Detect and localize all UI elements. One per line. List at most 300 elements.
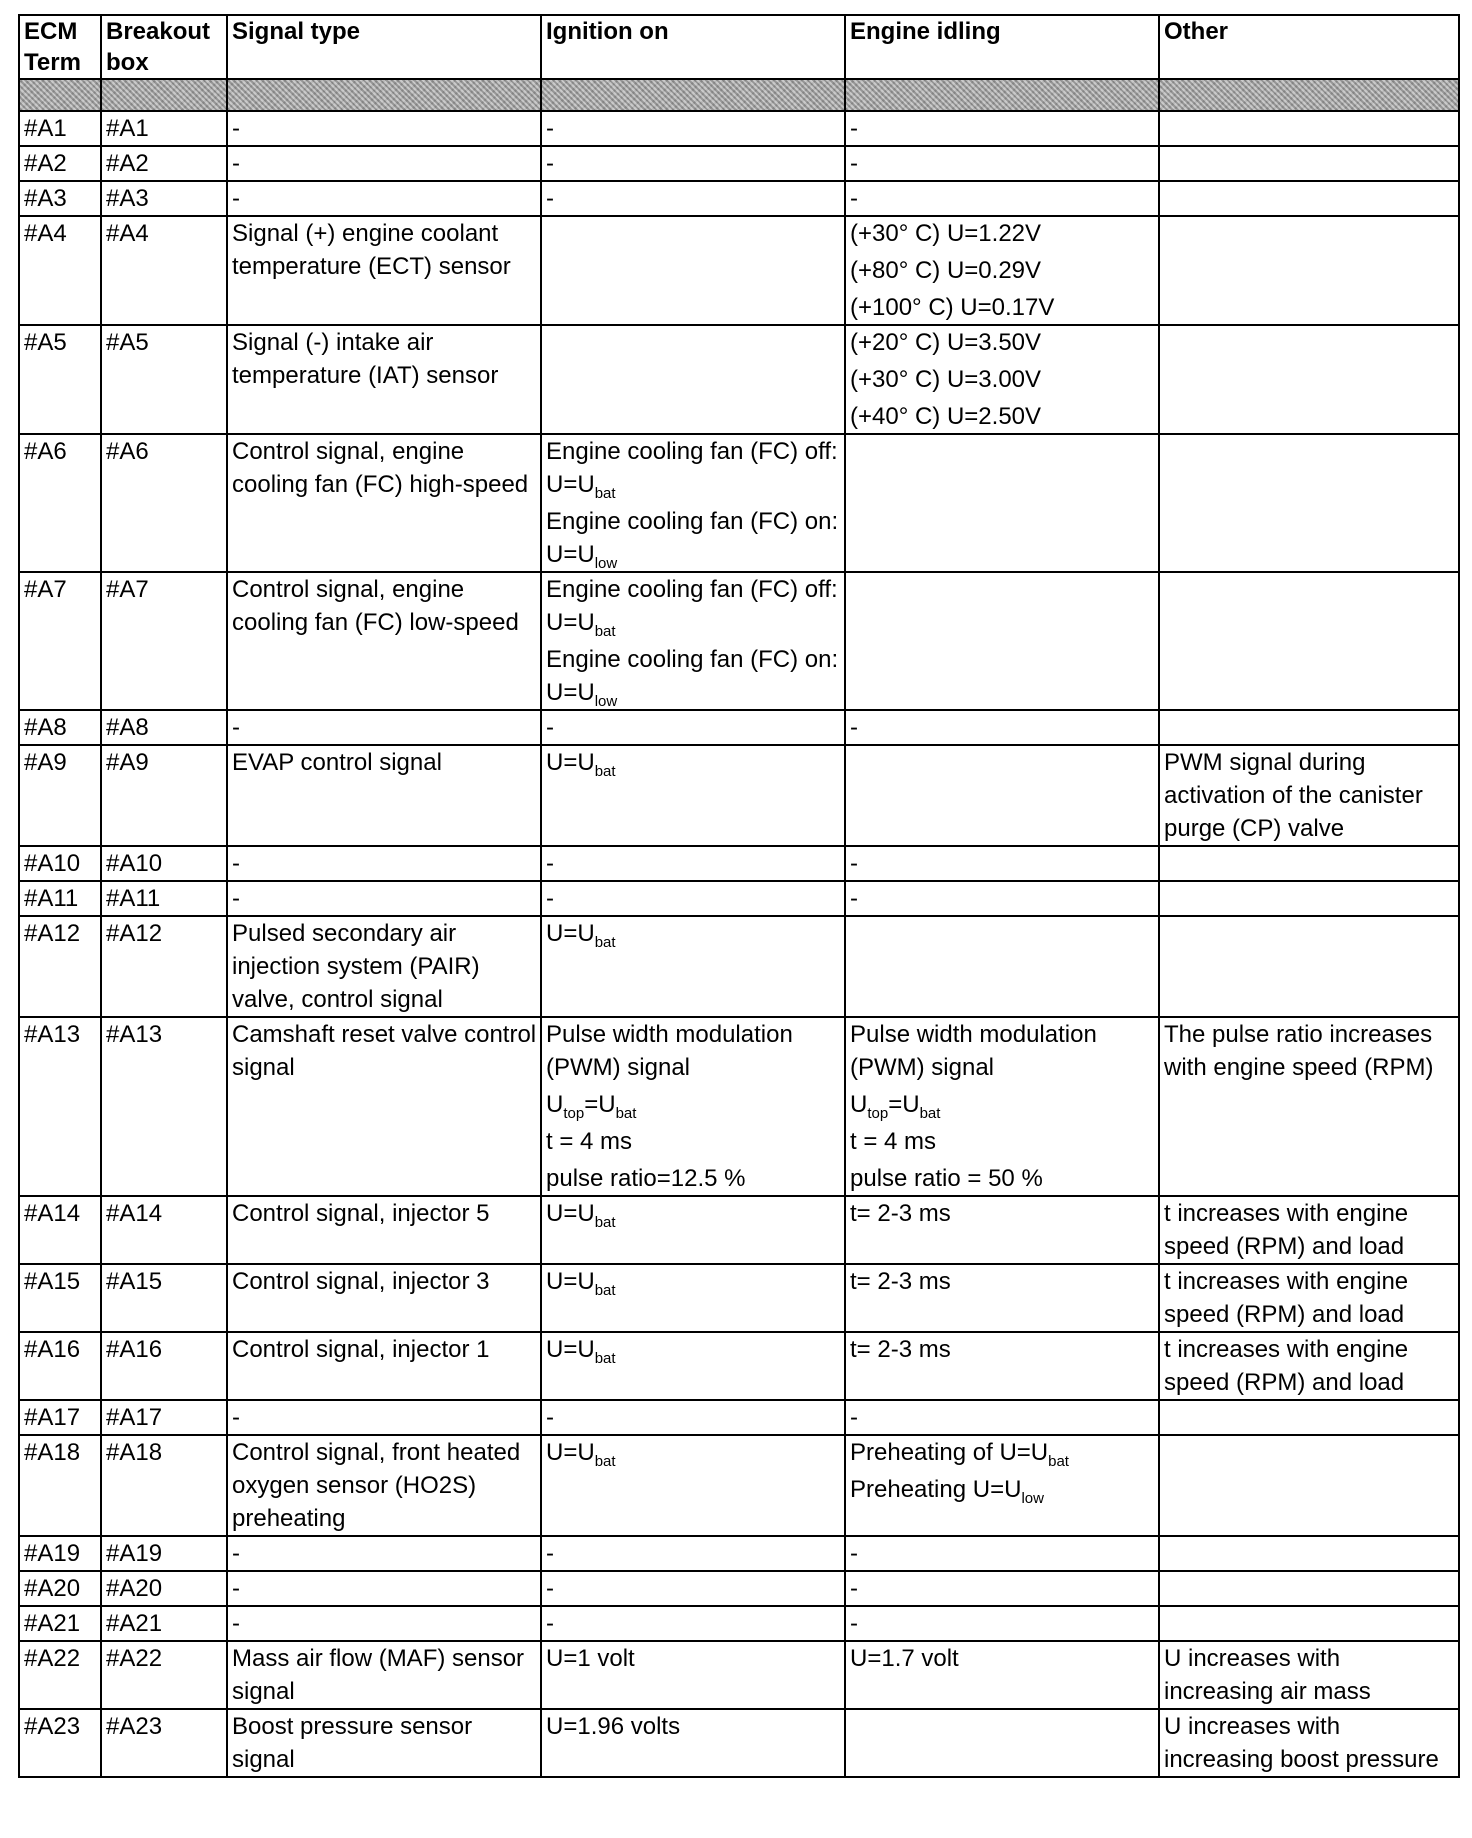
cell-ecm-term: #A9	[19, 745, 101, 846]
cell-signal-type	[227, 181, 541, 216]
subscript-text: bat	[594, 1350, 616, 1367]
cell-other	[1159, 710, 1459, 745]
table-row	[19, 745, 1459, 846]
cell-signal-type	[227, 1435, 541, 1536]
cell-breakout-box: #A18	[101, 1435, 227, 1536]
cell-signal-type	[227, 1641, 541, 1709]
cell-breakout-box: #A23	[101, 1709, 227, 1777]
cell-text: (+100° C) U=0.17V	[850, 294, 1055, 321]
cell-paragraph	[232, 112, 537, 145]
cell-paragraph	[1164, 746, 1455, 845]
cell-text: -	[546, 1610, 554, 1637]
table-row	[19, 216, 1459, 325]
cell-paragraph	[850, 1333, 1155, 1366]
cell-paragraph	[546, 182, 841, 215]
cell-text: Control signal, injector 1	[232, 1336, 490, 1363]
cell-paragraph	[546, 147, 841, 180]
subscript-text: bat	[919, 1105, 941, 1122]
cell-paragraph	[850, 1018, 1155, 1084]
shaded-cell	[101, 79, 227, 111]
cell-breakout-box: #A8	[101, 710, 227, 745]
table-row	[19, 881, 1459, 916]
cell-text: pulse ratio=12.5 %	[546, 1165, 746, 1192]
cell-paragraph	[850, 1572, 1155, 1605]
cell-other	[1159, 434, 1459, 572]
cell-paragraph	[232, 1710, 537, 1776]
cell-paragraph	[232, 711, 537, 744]
cell-text: -	[232, 714, 240, 741]
cell-breakout-box: #A12	[101, 916, 227, 1017]
cell-ecm-term: #A11	[19, 881, 101, 916]
cell-engine-idling	[845, 1017, 1159, 1196]
cell-text: t = 4 ms	[850, 1128, 937, 1155]
cell-ecm-term: #A20	[19, 1571, 101, 1606]
cell-breakout-box: #A19	[101, 1536, 227, 1571]
cell-ecm-term: #A3	[19, 181, 101, 216]
cell-engine-idling	[845, 1264, 1159, 1332]
cell-engine-idling	[845, 1606, 1159, 1641]
cell-text: -	[546, 850, 554, 877]
cell-paragraph	[232, 1436, 537, 1535]
cell-breakout-box: #A5	[101, 325, 227, 434]
cell-other	[1159, 1536, 1459, 1571]
subscript-text: low	[594, 555, 618, 572]
cell-signal-type	[227, 881, 541, 916]
cell-ignition-on	[541, 881, 845, 916]
cell-text: U	[850, 1091, 868, 1118]
ecm-terminal-table	[18, 14, 1460, 1778]
table-row	[19, 1196, 1459, 1264]
cell-paragraph	[546, 1125, 841, 1158]
cell-signal-type	[227, 846, 541, 881]
cell-text: -	[546, 150, 554, 177]
cell-signal-type	[227, 1332, 541, 1400]
cell-text: -	[850, 185, 858, 212]
cell-text: =U	[888, 1091, 920, 1118]
cell-text: EVAP control signal	[232, 749, 442, 776]
cell-paragraph	[850, 1125, 1155, 1158]
cell-paragraph	[546, 1333, 841, 1366]
cell-paragraph	[850, 1162, 1155, 1195]
cell-breakout-box: #A20	[101, 1571, 227, 1606]
cell-ignition-on	[541, 1606, 845, 1641]
cell-paragraph	[850, 1473, 1155, 1506]
cell-engine-idling	[845, 216, 1159, 325]
cell-ecm-term: #A12	[19, 916, 101, 1017]
cell-text: U=U	[546, 920, 595, 947]
subscript-text: top	[563, 1105, 585, 1122]
cell-paragraph	[850, 1642, 1155, 1675]
cell-paragraph	[232, 1607, 537, 1640]
cell-text: U=1 volt	[546, 1645, 635, 1672]
cell-other	[1159, 181, 1459, 216]
cell-other	[1159, 1571, 1459, 1606]
cell-paragraph	[232, 182, 537, 215]
shaded-separator-row	[19, 79, 1459, 111]
cell-text: PWM signal during activation of the canister purge (CP) valve	[1164, 749, 1423, 842]
cell-paragraph	[546, 1018, 841, 1084]
cell-paragraph	[850, 1401, 1155, 1434]
cell-breakout-box: #A1	[101, 111, 227, 146]
cell-ignition-on	[541, 916, 845, 1017]
cell-text: Control signal, engine cooling fan (FC) high-speed	[232, 438, 529, 498]
cell-engine-idling	[845, 710, 1159, 745]
cell-paragraph	[850, 182, 1155, 215]
cell-paragraph	[232, 917, 537, 1016]
header-other: Other	[1159, 15, 1459, 79]
subscript-text: bat	[594, 1282, 616, 1299]
cell-other	[1159, 1196, 1459, 1264]
subscript-text: bat	[615, 1105, 637, 1122]
header-breakout-box: Breakout box	[101, 15, 227, 79]
table-body	[19, 111, 1459, 1777]
table-row	[19, 1641, 1459, 1709]
cell-paragraph	[232, 882, 537, 915]
cell-paragraph	[850, 711, 1155, 744]
cell-ecm-term: #A5	[19, 325, 101, 434]
cell-ecm-term: #A19	[19, 1536, 101, 1571]
cell-other	[1159, 325, 1459, 434]
table-row	[19, 710, 1459, 745]
cell-ecm-term: #A21	[19, 1606, 101, 1641]
cell-ignition-on	[541, 111, 845, 146]
cell-paragraph	[546, 1197, 841, 1230]
cell-paragraph	[232, 1265, 537, 1298]
cell-other	[1159, 572, 1459, 710]
cell-ignition-on	[541, 1017, 845, 1196]
subscript-text: bat	[594, 1214, 616, 1231]
cell-text: -	[850, 1404, 858, 1431]
cell-engine-idling	[845, 1400, 1159, 1435]
cell-engine-idling	[845, 181, 1159, 216]
cell-other	[1159, 111, 1459, 146]
table-row	[19, 1264, 1459, 1332]
ecm-terminal-table-container	[18, 14, 1458, 1778]
cell-text: U	[546, 1091, 564, 1118]
cell-other	[1159, 745, 1459, 846]
cell-ecm-term: #A22	[19, 1641, 101, 1709]
header-ecm-term: ECM Term	[19, 15, 101, 79]
cell-breakout-box: #A10	[101, 846, 227, 881]
cell-breakout-box: #A17	[101, 1400, 227, 1435]
cell-signal-type	[227, 745, 541, 846]
cell-paragraph	[546, 643, 841, 709]
cell-breakout-box: #A15	[101, 1264, 227, 1332]
cell-paragraph	[1164, 1197, 1455, 1263]
table-row	[19, 146, 1459, 181]
cell-text: Control signal, injector 5	[232, 1200, 490, 1227]
cell-ecm-term: #A10	[19, 846, 101, 881]
cell-ignition-on	[541, 1536, 845, 1571]
cell-paragraph	[232, 847, 537, 880]
cell-text: t= 2-3 ms	[850, 1336, 951, 1363]
cell-text: U=U	[546, 1439, 595, 1466]
cell-paragraph	[546, 573, 841, 639]
cell-text: (+30° C) U=3.00V	[850, 366, 1042, 393]
cell-ecm-term: #A2	[19, 146, 101, 181]
cell-text: Preheating of U=U	[850, 1439, 1049, 1466]
cell-signal-type	[227, 146, 541, 181]
cell-paragraph	[546, 1607, 841, 1640]
cell-text: -	[546, 885, 554, 912]
cell-paragraph	[546, 435, 841, 501]
table-row	[19, 846, 1459, 881]
cell-paragraph	[850, 1436, 1155, 1469]
cell-text: -	[232, 185, 240, 212]
cell-paragraph	[232, 1572, 537, 1605]
subscript-text: bat	[594, 1453, 616, 1470]
cell-paragraph	[546, 1436, 841, 1469]
cell-text: U=U	[546, 1336, 595, 1363]
cell-signal-type	[227, 1571, 541, 1606]
cell-ecm-term: #A8	[19, 710, 101, 745]
table-row	[19, 325, 1459, 434]
header-engine-idling: Engine idling	[845, 15, 1159, 79]
cell-ignition-on	[541, 710, 845, 745]
cell-text: -	[850, 850, 858, 877]
header-row	[19, 15, 1459, 79]
table-row	[19, 1400, 1459, 1435]
subscript-text: low	[1021, 1490, 1044, 1507]
cell-text: Engine cooling fan (FC) off: U=U	[546, 576, 838, 636]
cell-engine-idling	[845, 111, 1159, 146]
subscript-text: top	[867, 1105, 889, 1122]
cell-paragraph	[546, 711, 841, 744]
cell-other	[1159, 1435, 1459, 1536]
cell-engine-idling	[845, 1709, 1159, 1777]
cell-ecm-term: #A1	[19, 111, 101, 146]
cell-breakout-box: #A14	[101, 1196, 227, 1264]
cell-paragraph	[850, 1088, 1155, 1121]
cell-text: -	[546, 1540, 554, 1567]
cell-signal-type	[227, 325, 541, 434]
cell-engine-idling	[845, 916, 1159, 1017]
cell-breakout-box: #A2	[101, 146, 227, 181]
cell-ecm-term: #A4	[19, 216, 101, 325]
subscript-text: bat	[594, 934, 616, 951]
cell-other	[1159, 1017, 1459, 1196]
table-row	[19, 1435, 1459, 1536]
cell-other	[1159, 216, 1459, 325]
cell-text: Signal (-) intake air temperature (IAT) sensor	[232, 329, 499, 389]
cell-breakout-box: #A13	[101, 1017, 227, 1196]
cell-ignition-on	[541, 745, 845, 846]
cell-ecm-term: #A14	[19, 1196, 101, 1264]
cell-text: t increases with engine speed (RPM) and load	[1164, 1200, 1409, 1260]
cell-text: -	[546, 185, 554, 212]
cell-paragraph	[850, 291, 1155, 324]
subscript-text: low	[594, 693, 618, 710]
cell-text: U=1.96 volts	[546, 1713, 681, 1740]
cell-text: (+40° C) U=2.50V	[850, 403, 1042, 430]
cell-paragraph	[232, 1197, 537, 1230]
cell-signal-type	[227, 1017, 541, 1196]
cell-other	[1159, 846, 1459, 881]
cell-signal-type	[227, 1264, 541, 1332]
cell-ignition-on	[541, 325, 845, 434]
cell-engine-idling	[845, 1641, 1159, 1709]
cell-text: (+80° C) U=0.29V	[850, 257, 1042, 284]
cell-text: -	[850, 115, 858, 142]
table-row	[19, 1536, 1459, 1571]
cell-text: -	[850, 1540, 858, 1567]
cell-engine-idling	[845, 1196, 1159, 1264]
cell-breakout-box: #A7	[101, 572, 227, 710]
cell-engine-idling	[845, 846, 1159, 881]
cell-text: t= 2-3 ms	[850, 1268, 951, 1295]
header-signal-type: Signal type	[227, 15, 541, 79]
cell-paragraph	[546, 1162, 841, 1195]
cell-text: Control signal, front heated oxygen sensor (HO2S) preheating	[232, 1439, 521, 1532]
cell-text: -	[546, 115, 554, 142]
cell-other	[1159, 1709, 1459, 1777]
cell-paragraph	[232, 1401, 537, 1434]
cell-paragraph	[850, 254, 1155, 287]
cell-other	[1159, 1264, 1459, 1332]
cell-ecm-term: #A16	[19, 1332, 101, 1400]
cell-other	[1159, 1332, 1459, 1400]
cell-paragraph	[232, 1018, 537, 1084]
cell-signal-type	[227, 1536, 541, 1571]
shaded-cell	[19, 79, 101, 111]
cell-signal-type	[227, 1400, 541, 1435]
cell-paragraph	[850, 1265, 1155, 1298]
cell-paragraph	[232, 1642, 537, 1708]
cell-engine-idling	[845, 745, 1159, 846]
cell-paragraph	[850, 1197, 1155, 1230]
cell-text: pulse ratio = 50 %	[850, 1165, 1043, 1192]
cell-ignition-on	[541, 1435, 845, 1536]
cell-signal-type	[227, 710, 541, 745]
cell-text: -	[850, 1610, 858, 1637]
cell-other	[1159, 1400, 1459, 1435]
cell-engine-idling	[845, 572, 1159, 710]
cell-text: Engine cooling fan (FC) on: U=U	[546, 508, 839, 568]
cell-paragraph	[850, 400, 1155, 433]
cell-ignition-on	[541, 1332, 845, 1400]
cell-text: Boost pressure sensor signal	[232, 1713, 473, 1773]
cell-engine-idling	[845, 146, 1159, 181]
cell-signal-type	[227, 1709, 541, 1777]
cell-ignition-on	[541, 434, 845, 572]
cell-breakout-box: #A22	[101, 1641, 227, 1709]
cell-ignition-on	[541, 1709, 845, 1777]
cell-text: Pulsed secondary air injection system (PAIR) valve, control signal	[232, 920, 480, 1013]
cell-signal-type	[227, 572, 541, 710]
cell-ecm-term: #A23	[19, 1709, 101, 1777]
cell-text: U=U	[546, 1200, 595, 1227]
cell-text: -	[232, 1575, 240, 1602]
cell-other	[1159, 1606, 1459, 1641]
cell-paragraph	[850, 363, 1155, 396]
cell-ecm-term: #A7	[19, 572, 101, 710]
cell-text: -	[232, 1610, 240, 1637]
cell-text: -	[546, 714, 554, 741]
table-row	[19, 111, 1459, 146]
cell-engine-idling	[845, 881, 1159, 916]
subscript-text: bat	[594, 485, 616, 502]
cell-ignition-on	[541, 572, 845, 710]
cell-text: -	[850, 714, 858, 741]
cell-breakout-box: #A11	[101, 881, 227, 916]
table-row	[19, 916, 1459, 1017]
cell-paragraph	[232, 1333, 537, 1366]
table-row	[19, 1017, 1459, 1196]
cell-signal-type	[227, 1196, 541, 1264]
cell-text: Control signal, engine cooling fan (FC) low-speed	[232, 576, 519, 636]
cell-paragraph	[850, 147, 1155, 180]
cell-text: Mass air flow (MAF) sensor signal	[232, 1645, 525, 1705]
cell-signal-type	[227, 434, 541, 572]
table-row	[19, 1709, 1459, 1777]
cell-ecm-term: #A13	[19, 1017, 101, 1196]
cell-paragraph	[850, 112, 1155, 145]
table-row	[19, 434, 1459, 572]
cell-text: Engine cooling fan (FC) on: U=U	[546, 646, 839, 706]
cell-ecm-term: #A6	[19, 434, 101, 572]
cell-paragraph	[232, 147, 537, 180]
cell-text: -	[232, 850, 240, 877]
cell-ignition-on	[541, 216, 845, 325]
cell-paragraph	[546, 917, 841, 950]
cell-text: -	[232, 1404, 240, 1431]
cell-text: U increases with increasing air mass	[1164, 1645, 1371, 1705]
cell-paragraph	[850, 217, 1155, 250]
cell-paragraph	[232, 326, 537, 392]
cell-text: U=U	[546, 749, 595, 776]
cell-paragraph	[546, 505, 841, 571]
cell-paragraph	[232, 435, 537, 501]
cell-text: =U	[584, 1091, 616, 1118]
cell-breakout-box: #A6	[101, 434, 227, 572]
cell-other	[1159, 916, 1459, 1017]
cell-text: -	[546, 1404, 554, 1431]
header-ignition-on: Ignition on	[541, 15, 845, 79]
cell-paragraph	[1164, 1710, 1455, 1776]
table-row	[19, 181, 1459, 216]
table-row	[19, 1606, 1459, 1641]
shaded-cell	[541, 79, 845, 111]
cell-engine-idling	[845, 434, 1159, 572]
cell-engine-idling	[845, 1435, 1159, 1536]
cell-paragraph	[546, 746, 841, 779]
cell-text: Signal (+) engine coolant temperature (ECT) sensor	[232, 220, 511, 280]
subscript-text: bat	[594, 623, 616, 640]
cell-ecm-term: #A17	[19, 1400, 101, 1435]
cell-text: -	[850, 1575, 858, 1602]
cell-paragraph	[850, 882, 1155, 915]
cell-ignition-on	[541, 846, 845, 881]
cell-text: Pulse width modulation (PWM) signal	[850, 1021, 1097, 1081]
cell-text: -	[232, 1540, 240, 1567]
cell-paragraph	[1164, 1642, 1455, 1708]
shaded-cell	[845, 79, 1159, 111]
cell-engine-idling	[845, 325, 1159, 434]
cell-signal-type	[227, 111, 541, 146]
cell-text: U=1.7 volt	[850, 1645, 959, 1672]
cell-paragraph	[546, 1710, 841, 1743]
cell-ignition-on	[541, 1400, 845, 1435]
cell-paragraph	[232, 217, 537, 283]
cell-paragraph	[546, 847, 841, 880]
cell-ignition-on	[541, 1264, 845, 1332]
cell-ignition-on	[541, 1641, 845, 1709]
cell-paragraph	[232, 1537, 537, 1570]
cell-paragraph	[232, 573, 537, 639]
cell-text: U=U	[546, 1268, 595, 1295]
cell-paragraph	[1164, 1333, 1455, 1399]
cell-breakout-box: #A21	[101, 1606, 227, 1641]
